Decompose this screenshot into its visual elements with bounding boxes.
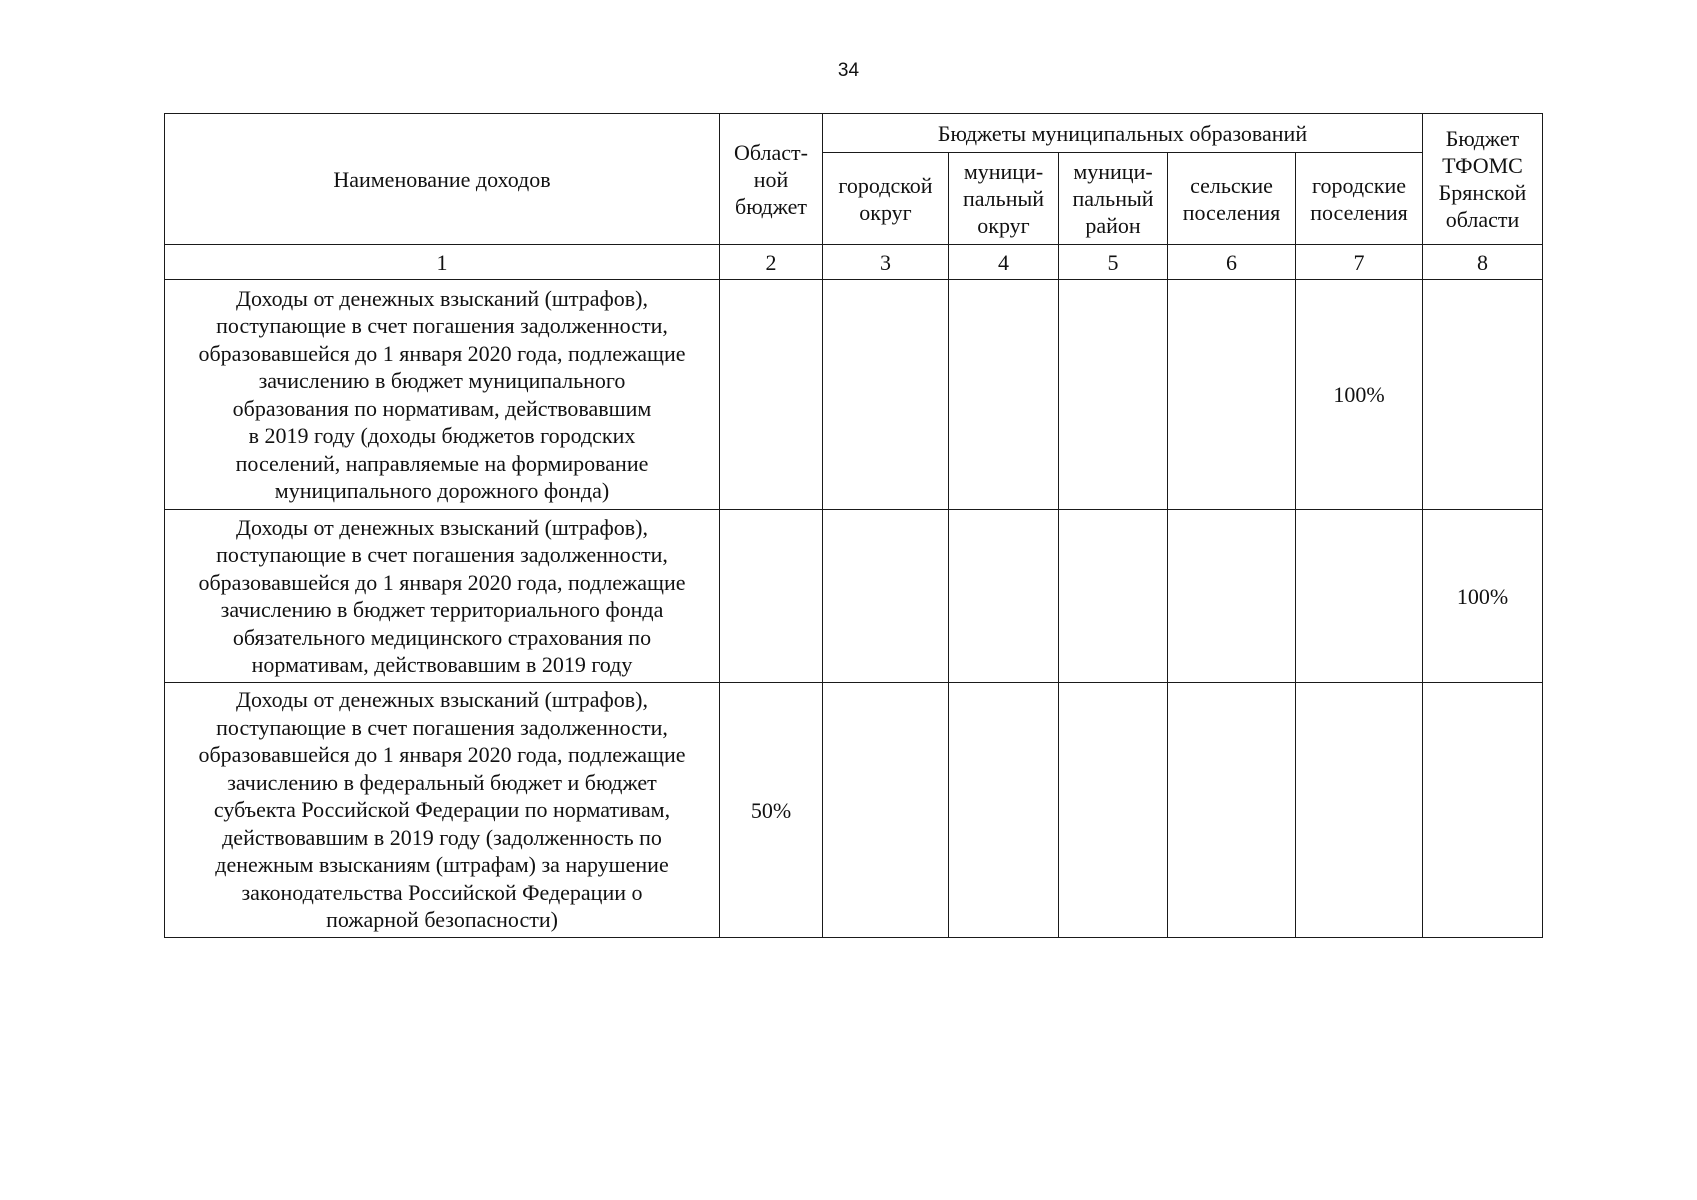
revenue-distribution-table	[164, 113, 1543, 938]
header-tfoms-budget: Бюджет ТФОМС Брянской области	[1423, 114, 1543, 245]
column-number: 3	[823, 245, 949, 280]
value-cell	[949, 510, 1059, 683]
value-cell	[720, 280, 823, 510]
value-cell	[823, 683, 949, 938]
value-cell	[1168, 280, 1296, 510]
table-row	[165, 683, 1543, 938]
value-cell: 100%	[1423, 510, 1543, 683]
income-name-cell: Доходы от денежных взысканий (штрафов), поступающие в счет погашения задолженности, образовавшейся до 1 января 2020 года, подлежащие зачислению в бюджет территориального фонда обязательного медицинского страхования по нормативам, действовавшим в 2019 году	[165, 510, 720, 683]
column-number: 8	[1423, 245, 1543, 280]
value-cell	[1059, 683, 1168, 938]
value-cell	[823, 280, 949, 510]
header-municipal-area: муници- пальный район	[1059, 153, 1168, 245]
value-cell: 50%	[720, 683, 823, 938]
page-number: 34	[837, 60, 860, 81]
value-cell	[1168, 683, 1296, 938]
table-row	[165, 280, 1543, 510]
column-number: 5	[1059, 245, 1168, 280]
value-cell	[949, 683, 1059, 938]
column-number: 1	[165, 245, 720, 280]
column-number: 2	[720, 245, 823, 280]
value-cell: 100%	[1296, 280, 1423, 510]
value-cell	[823, 510, 949, 683]
value-cell	[720, 510, 823, 683]
value-cell	[1059, 510, 1168, 683]
header-municipal-district: муници- пальный округ	[949, 153, 1059, 245]
column-number-row	[165, 245, 1543, 280]
column-number: 4	[949, 245, 1059, 280]
column-number: 7	[1296, 245, 1423, 280]
value-cell	[1296, 510, 1423, 683]
header-income-name: Наименование доходов	[165, 114, 720, 245]
value-cell	[1423, 683, 1543, 938]
header-urban-district: городской округ	[823, 153, 949, 245]
header-rural-settlements: сельские поселения	[1168, 153, 1296, 245]
value-cell	[1423, 280, 1543, 510]
header-urban-settlements: городские поселения	[1296, 153, 1423, 245]
income-name-cell: Доходы от денежных взысканий (штрафов), поступающие в счет погашения задолженности, образовавшейся до 1 января 2020 года, подлежащие зачислению в федеральный бюджет и бюджет субъекта Российской Федерации по нормативам, действовавшим в 2019 году (задолженность по денежным взысканиям (штрафам) за нарушение законодательства Российской Федерации о пожарной безопасности)	[165, 683, 720, 938]
column-number: 6	[1168, 245, 1296, 280]
table-row	[165, 510, 1543, 683]
header-regional-budget: Област- ной бюджет	[720, 114, 823, 245]
value-cell	[949, 280, 1059, 510]
header-municipal-budgets: Бюджеты муниципальных образований	[823, 114, 1423, 153]
value-cell	[1296, 683, 1423, 938]
value-cell	[1168, 510, 1296, 683]
value-cell	[1059, 280, 1168, 510]
income-name-cell: Доходы от денежных взысканий (штрафов), поступающие в счет погашения задолженности, образовавшейся до 1 января 2020 года, подлежащие зачислению в бюджет муниципального образования по нормативам, действовавшим в 2019 году (доходы бюджетов городских поселений, направляемые на формирование муниципального дорожного фонда)	[165, 280, 720, 510]
